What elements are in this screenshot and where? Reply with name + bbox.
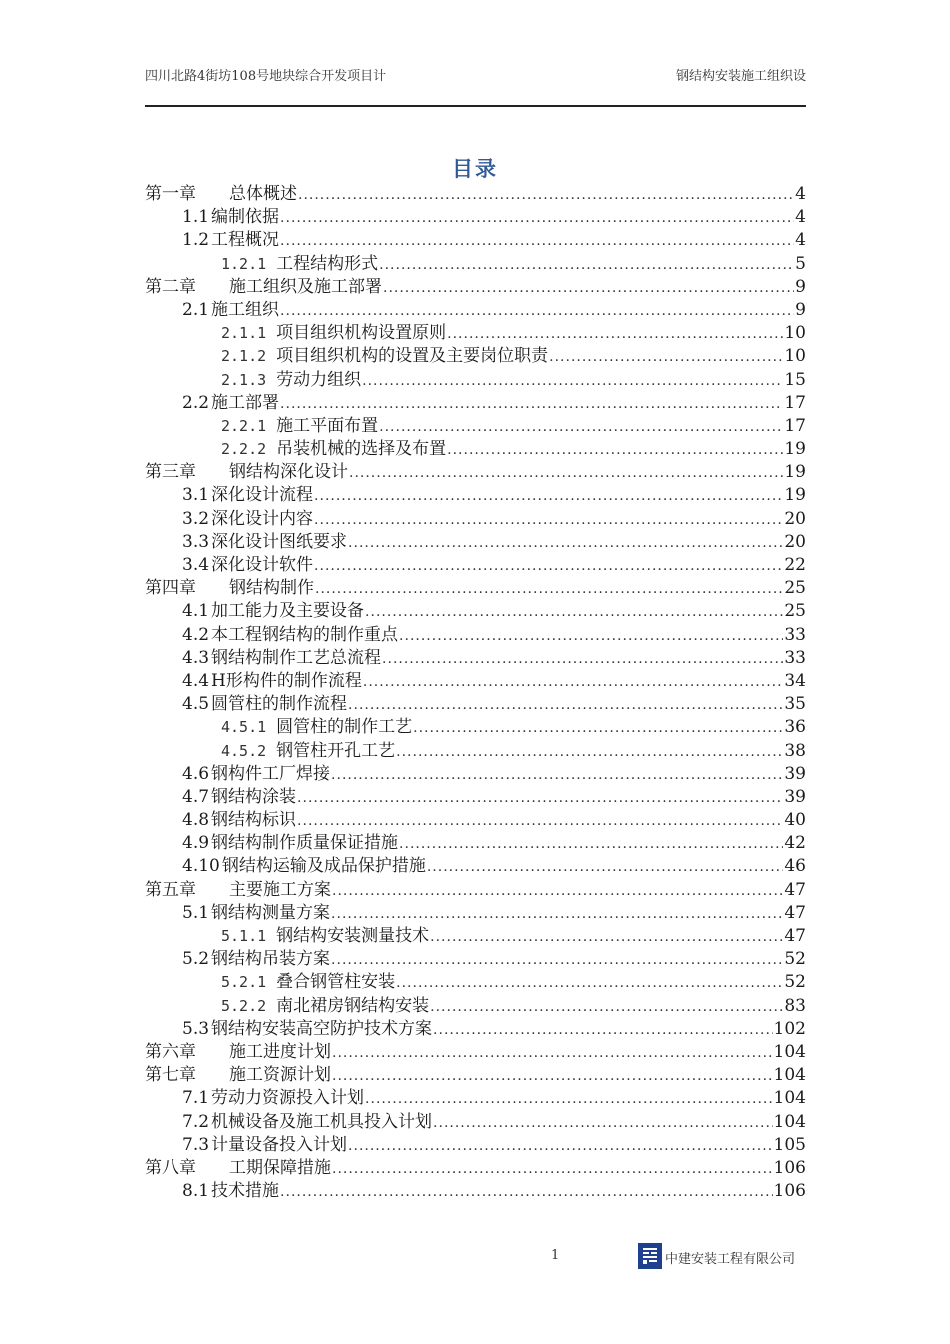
toc-entry-number: 3.2 — [182, 508, 210, 529]
toc-dot-leader — [297, 787, 783, 810]
toc-entry-number: 8.1 — [182, 1181, 210, 1202]
toc-entry-page: 10 — [784, 323, 806, 344]
toc-entry[interactable] — [145, 786, 806, 809]
toc-entry-label — [182, 531, 347, 554]
table-of-contents — [145, 183, 806, 1203]
toc-entry[interactable] — [145, 1018, 806, 1041]
toc-entry-number: 第三章 — [145, 462, 196, 483]
toc-dot-leader — [430, 996, 783, 1019]
toc-entry-page: 10 — [784, 346, 806, 367]
toc-entry[interactable] — [145, 1041, 806, 1064]
toc-entry-label — [182, 1087, 364, 1110]
toc-entry-page: 46 — [784, 856, 806, 877]
toc-entry[interactable] — [145, 577, 806, 600]
toc-entry-number: 4.7 — [182, 786, 210, 807]
toc-entry-page: 104 — [773, 1088, 806, 1109]
toc-entry-number: 2.1.3 — [221, 370, 267, 389]
toc-entry-label — [221, 415, 378, 438]
toc-entry-label — [182, 832, 398, 855]
toc-entry-page: 22 — [784, 555, 806, 575]
toc-entry-page: 106 — [773, 1181, 806, 1202]
toc-dot-leader — [447, 439, 783, 462]
toc-entry-label — [182, 484, 313, 507]
toc-entry-label — [182, 1018, 432, 1041]
toc-dot-leader — [315, 578, 783, 601]
toc-dot-leader — [332, 1065, 773, 1088]
toc-entry-number: 1.2.1 — [221, 254, 267, 273]
toc-entry-title: 劳动力资源投入计划 — [211, 1088, 365, 1109]
toc-entry-title: 本工程钢结构的制作重点 — [211, 624, 399, 645]
toc-entry[interactable] — [145, 392, 806, 415]
toc-entry[interactable] — [145, 948, 806, 971]
toc-entry-label — [182, 809, 296, 832]
toc-dot-leader — [365, 601, 783, 624]
toc-entry-title: 主要施工方案 — [229, 879, 331, 900]
toc-dot-leader — [430, 926, 783, 949]
toc-entry-title: 机械设备及施工机具投入计划 — [211, 1111, 433, 1132]
toc-entry-title: 施工资源计划 — [229, 1065, 331, 1086]
toc-entry[interactable] — [145, 740, 806, 763]
toc-entry[interactable] — [145, 832, 806, 855]
toc-entry-page: 104 — [773, 1041, 806, 1062]
toc-dot-leader — [383, 277, 794, 300]
toc-entry-page: 33 — [784, 647, 806, 668]
toc-entry-page: 105 — [773, 1134, 806, 1155]
toc-entry[interactable] — [145, 763, 806, 786]
toc-entry-label — [145, 276, 382, 299]
toc-entry-label — [221, 925, 429, 948]
toc-entry-label — [182, 1180, 279, 1203]
toc-entry-page: 25 — [784, 578, 806, 599]
toc-title: 目录 — [452, 156, 498, 181]
toc-entry-number: 第七章 — [145, 1065, 196, 1086]
toc-dot-leader — [314, 555, 783, 578]
toc-dot-leader — [549, 346, 783, 369]
footer-page-number: 1 — [551, 1248, 560, 1263]
toc-dot-leader — [348, 1135, 773, 1158]
toc-entry-title: 项目组织机构的设置及主要岗位职责 — [276, 346, 549, 367]
toc-entry[interactable] — [145, 369, 806, 392]
toc-entry[interactable] — [145, 206, 806, 229]
toc-entry-title: 总体概述 — [229, 184, 297, 204]
toc-dot-leader — [349, 462, 783, 485]
toc-entry-number: 4.2 — [182, 624, 210, 645]
toc-entry-number: 2.1.1 — [221, 324, 267, 343]
toc-entry-label — [145, 879, 331, 902]
toc-entry-number: 1.2 — [182, 230, 210, 251]
toc-entry-number: 2.2 — [182, 392, 210, 413]
toc-entry[interactable] — [145, 600, 806, 623]
toc-entry-page: 102 — [773, 1018, 806, 1039]
toc-dot-leader — [396, 741, 783, 764]
toc-entry-label — [182, 855, 426, 878]
toc-entry[interactable] — [145, 484, 806, 507]
toc-entry[interactable] — [145, 995, 806, 1018]
toc-dot-leader — [362, 370, 783, 393]
toc-entry-page: 38 — [784, 740, 806, 761]
toc-dot-leader — [314, 485, 783, 508]
toc-entry[interactable] — [145, 716, 806, 739]
toc-entry-title: 钢结构运输及成品保护措施 — [221, 856, 426, 877]
toc-dot-leader — [413, 717, 783, 740]
footer-company-name: 中建安装工程有限公司 — [665, 1252, 796, 1267]
toc-entry-page: 39 — [784, 786, 806, 807]
toc-entry[interactable] — [145, 253, 806, 276]
toc-dot-leader — [379, 254, 794, 277]
toc-entry-number: 3.1 — [182, 485, 210, 506]
toc-dot-leader — [280, 1181, 773, 1204]
toc-entry[interactable] — [145, 1064, 806, 1087]
toc-dot-leader — [348, 532, 783, 555]
toc-entry-label — [221, 438, 446, 461]
toc-entry-page: 104 — [773, 1111, 806, 1132]
toc-dot-leader — [298, 184, 794, 207]
toc-entry[interactable] — [145, 1180, 806, 1203]
toc-dot-leader — [433, 1112, 773, 1135]
toc-entry[interactable] — [145, 345, 806, 368]
toc-entry-title: 计量设备投入计划 — [211, 1134, 348, 1155]
toc-entry-title: 技术措施 — [211, 1181, 280, 1202]
toc-dot-leader — [447, 323, 783, 346]
toc-entry[interactable] — [145, 299, 806, 322]
toc-entry-page: 47 — [784, 926, 806, 946]
toc-entry-number: 5.1 — [182, 902, 210, 923]
toc-entry-number: 4.3 — [182, 647, 210, 668]
toc-entry-page: 35 — [784, 694, 806, 715]
toc-entry-title: 钢结构深化设计 — [229, 462, 348, 483]
toc-entry-label — [145, 1157, 331, 1180]
toc-entry-title: 圆管柱的制作工艺 — [276, 717, 413, 738]
toc-entry-number: 4.4 — [182, 670, 210, 691]
toc-entry-title: 编制依据 — [211, 207, 280, 228]
toc-entry-label — [221, 740, 395, 763]
toc-entry-page: 33 — [784, 624, 806, 645]
toc-dot-leader — [280, 300, 794, 323]
toc-entry-title: 钢结构涂装 — [211, 786, 297, 807]
toc-dot-leader — [331, 903, 783, 926]
toc-entry[interactable] — [145, 554, 806, 577]
toc-entry-label — [182, 1134, 347, 1157]
toc-entry[interactable] — [145, 902, 806, 925]
toc-entry-number: 4.5.1 — [221, 718, 267, 737]
toc-entry[interactable] — [145, 855, 806, 878]
toc-entry-page: 9 — [795, 299, 806, 320]
toc-entry-page: 52 — [784, 972, 806, 993]
toc-entry-label — [221, 322, 446, 345]
toc-entry-title: 施工部署 — [211, 392, 280, 413]
toc-entry-number: 3.3 — [182, 531, 210, 552]
toc-dot-leader — [314, 509, 783, 532]
toc-entry-title: 南北裙房钢结构安装 — [276, 995, 430, 1016]
toc-entry-title: 钢结构吊装方案 — [211, 949, 331, 970]
toc-entry-number: 5.2.1 — [221, 973, 267, 992]
page-header — [145, 68, 806, 107]
toc-entry-title: 施工组织 — [211, 299, 280, 320]
toc-entry-title: 叠合钢管柱安装 — [276, 972, 396, 993]
toc-entry[interactable] — [145, 229, 806, 252]
toc-entry-title: 工程概况 — [211, 230, 280, 251]
toc-entry[interactable] — [145, 461, 806, 484]
toc-entry[interactable] — [145, 276, 806, 299]
toc-dot-leader — [396, 972, 783, 995]
toc-entry-label — [182, 600, 364, 623]
toc-entry-page: 20 — [784, 508, 806, 529]
toc-dot-leader — [363, 671, 783, 694]
header-project-name: 四川北路4街坊108号地块综合开发项目计 — [145, 69, 387, 84]
toc-dot-leader — [399, 833, 783, 856]
toc-entry-number: 5.2 — [182, 949, 210, 970]
toc-dot-leader — [433, 1019, 773, 1042]
toc-entry-page: 42 — [784, 833, 806, 854]
toc-entry-title: 钢管柱开孔工艺 — [276, 740, 396, 761]
company-logo-icon — [638, 1243, 662, 1269]
toc-entry[interactable] — [145, 1134, 806, 1157]
toc-entry-label — [182, 508, 313, 531]
toc-entry-label — [221, 253, 378, 276]
toc-entry-label — [221, 369, 361, 392]
toc-entry-label — [182, 229, 279, 252]
toc-entry[interactable] — [145, 809, 806, 832]
toc-entry-number: 3.4 — [182, 555, 210, 575]
toc-entry-label — [182, 554, 313, 577]
toc-entry[interactable] — [145, 879, 806, 902]
toc-entry-label — [145, 183, 297, 206]
toc-entry-page: 4 — [795, 184, 806, 204]
toc-entry-label — [182, 763, 330, 786]
toc-entry-title: 钢结构制作工艺总流程 — [211, 647, 382, 668]
toc-dot-leader — [379, 416, 783, 439]
toc-entry-number: 7.3 — [182, 1134, 210, 1155]
toc-dot-leader — [280, 230, 794, 253]
toc-entry[interactable] — [145, 971, 806, 994]
toc-entry[interactable] — [145, 624, 806, 647]
toc-entry-title: 吊装机械的选择及布置 — [276, 439, 447, 460]
toc-entry-page: 9 — [795, 276, 806, 297]
toc-entry[interactable] — [145, 531, 806, 554]
toc-entry[interactable] — [145, 670, 806, 693]
toc-entry-page: 52 — [784, 949, 806, 970]
toc-entry[interactable] — [145, 647, 806, 670]
toc-entry-number: 7.1 — [182, 1088, 210, 1109]
toc-entry-title: 深化设计内容 — [211, 508, 314, 529]
toc-entry-label — [145, 461, 348, 484]
toc-dot-leader — [382, 648, 783, 671]
toc-entry-title: 深化设计软件 — [211, 555, 314, 575]
toc-entry-label — [182, 624, 398, 647]
toc-entry-number: 第一章 — [145, 184, 196, 204]
toc-entry[interactable] — [145, 693, 806, 716]
toc-entry-label — [182, 1111, 432, 1134]
toc-entry-label — [182, 670, 362, 693]
toc-entry-label — [182, 693, 347, 716]
header-document-title: 钢结构安装施工组织设 — [675, 69, 806, 84]
toc-dot-leader — [297, 810, 783, 833]
toc-entry-label — [182, 647, 381, 670]
toc-entry-number: 第二章 — [145, 276, 196, 297]
toc-entry-title: 施工平面布置 — [276, 415, 379, 436]
toc-dot-leader — [332, 1042, 773, 1065]
toc-entry-label — [145, 577, 314, 600]
toc-entry-title: 深化设计流程 — [211, 485, 314, 506]
toc-entry-page: 15 — [784, 369, 806, 390]
toc-entry-number: 2.1.2 — [221, 347, 267, 366]
toc-entry-page: 39 — [784, 763, 806, 784]
toc-entry-label — [182, 299, 279, 322]
toc-entry[interactable] — [145, 415, 806, 438]
toc-entry-title: 劳动力组织 — [276, 369, 362, 390]
toc-entry-label — [182, 948, 330, 971]
toc-entry-page: 36 — [784, 717, 806, 738]
toc-entry[interactable] — [145, 438, 806, 461]
toc-entry-label — [182, 786, 296, 809]
toc-entry-title: 加工能力及主要设备 — [211, 601, 365, 622]
toc-dot-leader — [427, 856, 784, 879]
toc-entry-page: 19 — [784, 485, 806, 506]
toc-entry-number: 4.10 — [182, 856, 220, 877]
toc-dot-leader — [332, 1158, 773, 1181]
toc-dot-leader — [331, 764, 783, 787]
toc-entry-label — [221, 995, 429, 1018]
toc-dot-leader — [332, 880, 783, 903]
toc-dot-leader — [280, 393, 783, 416]
toc-entry-number: 4.5 — [182, 694, 210, 715]
toc-entry-label — [145, 1041, 331, 1064]
toc-entry[interactable] — [145, 1157, 806, 1180]
toc-entry-number: 第五章 — [145, 879, 196, 900]
toc-entry-number: 2.1 — [182, 299, 210, 320]
toc-entry-title: 施工组织及施工部署 — [229, 276, 382, 297]
toc-entry-page: 17 — [784, 392, 806, 413]
toc-entry-number: 4.8 — [182, 810, 210, 831]
toc-entry-title: 钢结构安装高空防护技术方案 — [211, 1018, 433, 1039]
toc-entry-page: 19 — [784, 439, 806, 460]
toc-entry-label — [221, 716, 412, 739]
toc-entry-page: 34 — [784, 670, 806, 691]
toc-entry-page: 4 — [795, 207, 806, 228]
toc-entry-title: 工程结构形式 — [276, 253, 379, 274]
toc-entry-label — [221, 345, 548, 368]
toc-entry-title: 钢构件工厂焊接 — [211, 763, 331, 784]
toc-entry-page: 104 — [773, 1065, 806, 1086]
toc-dot-leader — [399, 625, 783, 648]
toc-entry-number: 4.1 — [182, 601, 210, 622]
toc-entry-number: 4.6 — [182, 763, 210, 784]
toc-entry-label — [221, 971, 395, 994]
toc-entry-number: 2.2.1 — [221, 416, 267, 435]
toc-entry-page: 17 — [784, 415, 806, 436]
toc-entry-title: 施工进度计划 — [229, 1041, 331, 1062]
toc-entry-number: 第八章 — [145, 1157, 196, 1178]
toc-entry-label — [182, 206, 279, 229]
toc-entry-number: 1.1 — [182, 207, 210, 228]
toc-entry-number: 5.2.2 — [221, 996, 267, 1015]
toc-entry-title: 工期保障措施 — [229, 1157, 331, 1178]
toc-entry-page: 106 — [773, 1157, 806, 1178]
toc-dot-leader — [280, 207, 794, 230]
toc-entry-page: 4 — [795, 230, 806, 251]
toc-dot-leader — [365, 1088, 773, 1111]
toc-entry[interactable] — [145, 1111, 806, 1134]
toc-entry-label — [182, 902, 330, 925]
toc-entry-number: 4.9 — [182, 833, 210, 854]
toc-entry-number: 4.5.2 — [221, 741, 267, 760]
toc-entry[interactable] — [145, 183, 806, 206]
toc-entry-number: 7.2 — [182, 1111, 210, 1132]
toc-entry[interactable] — [145, 925, 806, 948]
toc-entry[interactable] — [145, 1087, 806, 1110]
toc-entry-page: 83 — [784, 995, 806, 1016]
toc-entry-label — [145, 1064, 331, 1087]
toc-entry-title: 钢结构安装测量技术 — [276, 926, 430, 946]
toc-entry-title: 钢结构标识 — [211, 810, 297, 831]
toc-entry-title: H形构件的制作流程 — [211, 670, 362, 691]
toc-entry-title: 圆管柱的制作流程 — [211, 694, 348, 715]
toc-entry-page: 25 — [784, 601, 806, 622]
toc-entry-title: 钢结构测量方案 — [211, 902, 331, 923]
toc-entry-number: 2.2.2 — [221, 440, 267, 459]
toc-dot-leader — [348, 694, 783, 717]
toc-entry-title: 钢结构制作质量保证措施 — [211, 833, 399, 854]
toc-entry-number: 第六章 — [145, 1041, 196, 1062]
toc-entry-page: 19 — [784, 462, 806, 483]
toc-dot-leader — [331, 949, 783, 972]
toc-entry-page: 40 — [784, 810, 806, 831]
toc-entry-number: 5.3 — [182, 1018, 210, 1039]
toc-entry-title: 钢结构制作 — [229, 578, 314, 599]
toc-entry-label — [182, 392, 279, 415]
toc-entry-title: 项目组织机构设置原则 — [276, 323, 447, 344]
toc-entry-page: 5 — [795, 253, 806, 274]
toc-entry-number: 第四章 — [145, 578, 196, 599]
toc-entry-page: 47 — [784, 902, 806, 923]
toc-entry-page: 20 — [784, 531, 806, 552]
toc-entry[interactable] — [145, 322, 806, 345]
toc-entry-title: 深化设计图纸要求 — [211, 531, 348, 552]
toc-entry-page: 47 — [784, 879, 806, 900]
toc-entry[interactable] — [145, 508, 806, 531]
toc-entry-number: 5.1.1 — [221, 927, 267, 945]
